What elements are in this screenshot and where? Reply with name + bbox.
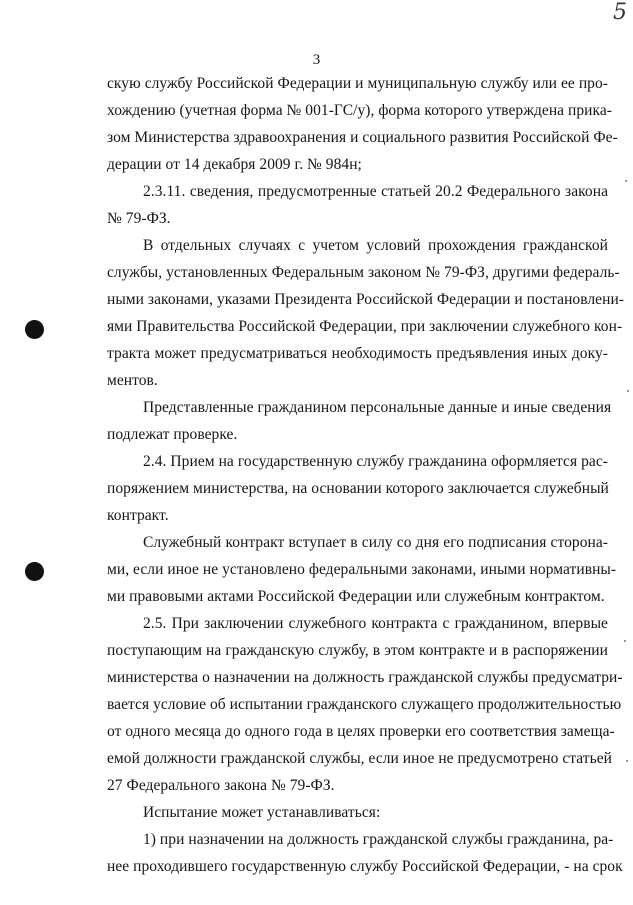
scan-speck: [625, 180, 627, 182]
text-line: ми, если иное не установлено федеральными законами, иными нормативны-: [107, 561, 617, 578]
text-line: хождению (учетная форма № 001-ГС/у), форма которого утверждена прика-: [107, 102, 612, 119]
text-line: емой должности гражданской службы, если иное не предусмотрено статьей: [107, 750, 613, 767]
scan-speck: [624, 640, 626, 642]
text-line: поступающим на гражданскую службу, в этом контракте и в распоряжении: [107, 642, 608, 659]
text-line: скую службу Российской Федерации и муниципальную службу или ее про-: [107, 75, 608, 92]
text-line: 2.4. Прием на государственную службу гражданина оформляется рас-: [143, 453, 608, 470]
text-line: Служебный контракт вступает в силу со дня его подписания сторона-: [143, 534, 608, 551]
text-line: подлежат проверке.: [107, 426, 238, 443]
text-line: зом Министерства здравоохранения и социального развития Российской Фе-: [107, 129, 618, 146]
punch-hole-icon: [25, 320, 44, 339]
text-line: В отдельных случаях с учетом условий прохождения гражданской: [143, 237, 608, 254]
handwritten-page-mark: 5: [613, 0, 627, 25]
text-line: 2.3.11. сведения, предусмотренные статьей 20.2 Федерального закона: [143, 183, 608, 200]
text-line: тракта может предусматриваться необходимость предъявления иных доку-: [107, 345, 608, 362]
text-line: Представленные гражданином персональные данные и иные сведения: [143, 399, 612, 416]
text-line: № 79-ФЗ.: [107, 210, 171, 227]
text-line: контракт.: [107, 507, 169, 524]
scan-speck: [626, 760, 628, 762]
text-line: службы, установленных Федеральным законом № 79-ФЗ, другими федераль-: [107, 264, 620, 281]
text-line: 2.5. При заключении служебного контракта с гражданином, впервые: [143, 615, 608, 632]
text-line: 27 Федерального закона № 79-ФЗ.: [107, 777, 335, 794]
text-line: ными законами, указами Президента Российской Федерации и постановлени-: [107, 291, 625, 308]
text-line: поряжением министерства, на основании которого заключается служебный: [107, 480, 609, 497]
text-line: 1) при назначении на должность гражданской службы гражданина, ра-: [143, 831, 614, 848]
text-line: дерации от 14 декабря 2009 г. № 984н;: [107, 156, 362, 173]
page-number: 3: [312, 52, 321, 68]
text-line: Испытание может устанавливаться:: [143, 804, 381, 821]
text-line: вается условие об испытании гражданского служащего продолжительностью: [107, 696, 622, 713]
text-line: ментов.: [107, 372, 158, 389]
text-line: ями Правительства Российской Федерации, при заключении служебного кон-: [107, 318, 623, 335]
scan-speck: [627, 390, 629, 392]
text-line: ми правовыми актами Российской Федерации или служебным контрактом.: [107, 588, 605, 605]
text-line: от одного месяца до одного года в целях проверки его соответствия замеща-: [107, 723, 615, 740]
punch-hole-icon: [25, 562, 44, 581]
text-line: нее проходившего государственную службу Российской Федерации, - на срок: [107, 858, 623, 875]
text-line: министерства о назначении на должность гражданской службы предусматри-: [107, 669, 623, 686]
